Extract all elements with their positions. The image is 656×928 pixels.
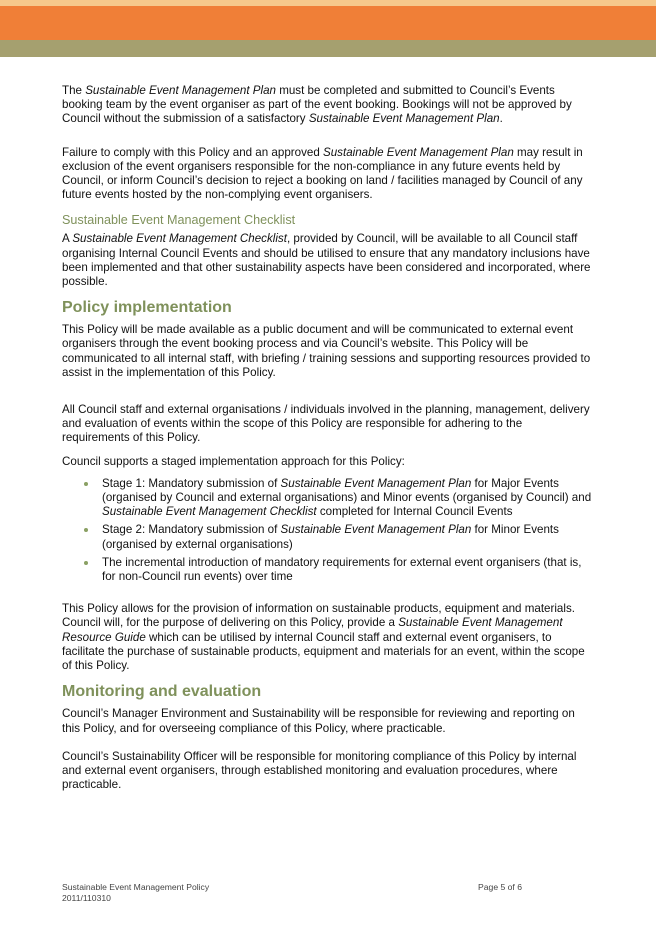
text-run: completed for Internal Council Events: [316, 505, 513, 519]
bullet-icon: [84, 482, 88, 486]
paragraph-staged-approach: Council supports a staged implementation approach for this Policy:: [62, 454, 405, 468]
text-run-italic: Sustainable Event Management Plan: [85, 84, 276, 97]
footer-page-number: Page 5 of 6: [478, 882, 522, 892]
text-run-italic: Sustainable Event Management Resource Guide: [62, 616, 563, 644]
list-item-stage-1: [62, 477, 592, 520]
page-content: [62, 84, 592, 792]
text-run: .: [499, 112, 503, 126]
monitoring-evaluation-heading: Monitoring and evaluation: [62, 683, 262, 701]
text-run: This Policy allows for the provision of information on sustainable products, equipment and materials. Council will, for the purpose of delivering on this Policy, provide a: [62, 602, 575, 630]
paragraph-non-compliance: [62, 146, 592, 203]
header-band-orange: [0, 6, 656, 40]
text-run: Stage 1: Mandatory submission of: [102, 476, 281, 490]
bullet-icon: [84, 528, 88, 532]
paragraph-plan-submission: [62, 84, 592, 127]
page-footer: [62, 882, 522, 904]
paragraph-resource-guide: [62, 602, 592, 673]
text-run: A: [62, 232, 73, 246]
text-run: Failure to comply with this Policy and an approved: [62, 145, 323, 159]
footer-document-title: Sustainable Event Management Policy: [62, 882, 210, 892]
text-run: The: [62, 84, 86, 97]
text-run: for Major Events (organised by Council and external organisations) and Minor events (organised by Council) and: [102, 476, 592, 505]
text-run: Stage 2: Mandatory submission of: [102, 523, 281, 537]
text-run: which can be utilised by internal Council staff and external event organisers, to facilitate the purchase of sustainable products, equipment and materials for an event, within the scope of this Policy.: [62, 630, 585, 673]
footer-reference-number: 2011/110310: [62, 893, 111, 903]
policy-implementation-heading: Policy implementation: [62, 299, 232, 317]
list-item-stage-2: [62, 523, 592, 551]
text-run: for Minor Events (organised by external organisations): [102, 523, 559, 551]
paragraph-communication: This Policy will be made available as a public document and will be communicated to external event organisers through the event booking process and via Council’s website. This Policy will be communicated to all internal staff, with briefing / training sessions and supporting resources provided to assist in the implementation of this Policy.: [62, 323, 591, 379]
paragraph-officer-responsibility: Council’s Sustainability Officer will be responsible for monitoring compliance of this Policy by internal and external event organisers, through established monitoring and evaluation procedures, where practicable.: [62, 749, 577, 792]
implementation-stages-list: [62, 477, 592, 584]
paragraph-checklist: [62, 232, 592, 289]
bullet-icon: [84, 561, 88, 565]
text-run-italic: Sustainable Event Management Checklist: [102, 505, 317, 519]
footer-row: [62, 882, 522, 893]
text-run-italic: Sustainable Event Management Plan: [308, 112, 500, 126]
list-item-incremental: [62, 556, 592, 584]
text-run-italic: Sustainable Event Management Plan: [280, 476, 472, 490]
checklist-heading: Sustainable Event Management Checklist: [62, 213, 296, 228]
header-band-olive: [0, 40, 656, 57]
text-run-italic: Sustainable Event Management Checklist: [72, 232, 287, 246]
text-run: may result in exclusion of the event organisers responsible for the non-compliance in any future events held by Council, or inform Council’s decision to reject a booking on land / facilities managed by Council of any future events hosted by the non-complying event organisers.: [62, 145, 583, 202]
paragraph-responsibility: All Council staff and external organisations / individuals involved in the planning, management, delivery and evaluation of events within the scope of this Policy are responsible for adhering to the requirements of this Policy.: [62, 403, 590, 445]
paragraph-manager-responsibility: Council’s Manager Environment and Sustainability will be responsible for reviewing and reporting on this Policy, and for overseeing compliance of this Policy, where practicable.: [62, 707, 575, 735]
text-run: The incremental introduction of mandatory requirements for external event organisers (that is, for non-Council run events) over time: [102, 555, 582, 584]
text-run: , provided by Council, will be available to all Council staff organising Internal Council Events and should be utilised to ensure that any mandatory inclusions have been implemented and that other sustainability aspects have been considered and incorporated, where possible.: [62, 232, 591, 289]
text-run-italic: Sustainable Event Management Plan: [280, 523, 472, 537]
text-run: must be completed and submitted to Council’s Events booking team by the event organiser as part of the event booking. Bookings will not be approved by Council without the submission of a satisfactory: [62, 84, 572, 126]
text-run-italic: Sustainable Event Management Plan: [323, 145, 514, 159]
